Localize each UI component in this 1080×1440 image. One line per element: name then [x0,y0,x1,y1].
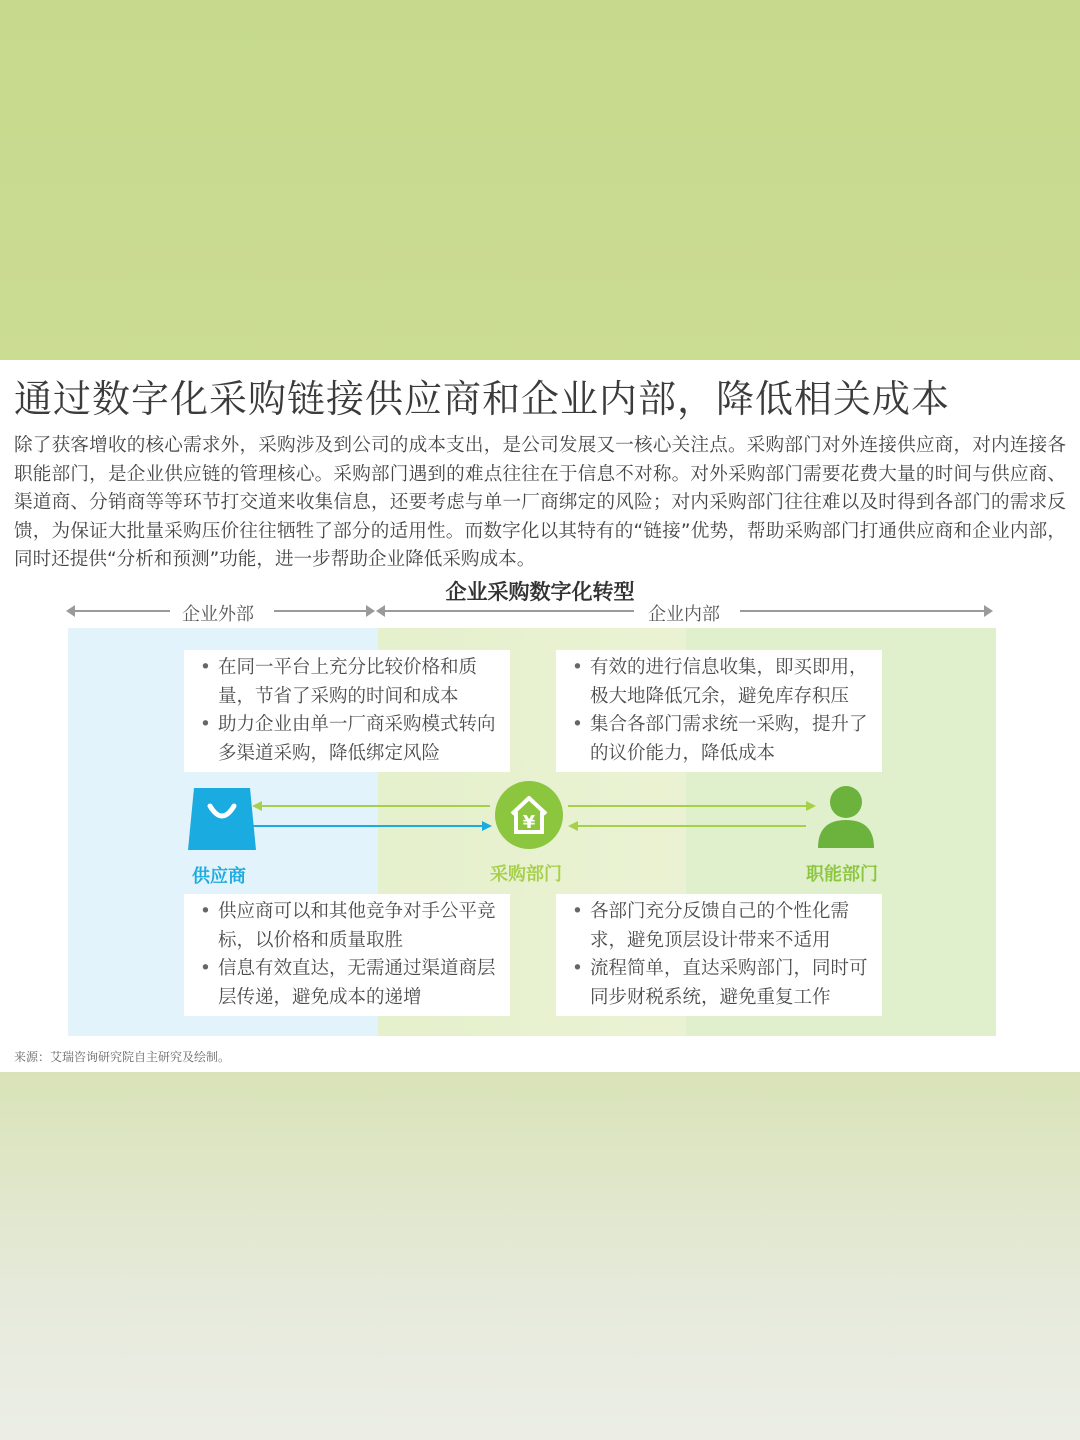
card-bullet: • 有效的进行信息收集，即买即用，极大地降低冗余，避免库存积压 [572,654,870,711]
card-bullet: • 流程简单，直达采购部门，同时可同步财税系统，避免重复工作 [572,955,870,1012]
card-bottom-left [184,894,510,1016]
card-top-left [184,650,510,772]
arrowhead [568,821,578,831]
supplier-label: 供应商 [192,866,246,887]
svg-text:¥: ¥ [522,812,536,833]
external-arrow-right-line [274,610,366,612]
card-bullet: • 供应商可以和其他竞争对手公平竞标，以价格和质量取胜 [200,898,498,955]
body-paragraph: 除了获客增收的核心需求外，采购涉及到公司的成本支出，是公司发展又一核心关注点。采购部门对外连接供应商，对内连接各职能部门，是企业供应链的管理核心。采购部门遇到的难点往往在于信息不对称。对外采购部门需要花费大量的时间与供应商、渠道商、分销商等等环节打交道来收集信息，还要考虑与单一厂商绑定的风险；对内采购部门往往难以及时得到各部门的需求反馈，为保证大批量采购压价往往牺牲了部分的适用性。而数字化以其特有的“链接”优势，帮助采购部门打通供应商和企业内部，同时还提供“分析和预测”功能，进一步帮助企业降低采购成本。 [14,435,1066,570]
page-title: 通过数字化采购链接供应商和企业内部，降低相关成本 [14,377,951,421]
procurement-label: 采购部门 [490,864,562,885]
bottom-background-band [0,1072,1080,1440]
card-top-right [556,650,882,772]
card-bullet: • 各部门充分反馈自己的个性化需求，避免顶层设计带来不适用 [572,898,870,955]
person-icon [814,784,878,850]
procurement-yuan-house-icon [494,780,564,850]
arrow-mid-right-head [366,605,375,617]
arrowhead [482,821,492,831]
figure-title: 企业采购数字化转型 [445,580,635,604]
external-scope-label: 企业外部 [182,604,254,625]
internal-arrow-left-line [384,610,634,612]
top-background-band [0,0,1080,360]
card-bullet: • 助力企业由单一厂商采购模式转向多渠道采购，降低绑定风险 [200,711,498,768]
external-arrow-left-line [74,610,170,612]
functional-dept-label: 职能部门 [806,864,878,885]
internal-arrow-right-line [740,610,986,612]
arrow-right-head [984,605,993,617]
internal-scope-label: 企业内部 [648,604,720,625]
card-bullet: • 信息有效直达，无需通过渠道商层层传递，避免成本的递增 [200,955,498,1012]
document-content [0,360,1080,1072]
source-note: 来源：艾瑞咨询研究院自主研究及绘制。 [14,1050,231,1064]
card-bullet: • 集合各部门需求统一采购，提升了的议价能力，降低成本 [572,711,870,768]
card-bottom-right [556,894,882,1016]
shopping-bag-icon [186,786,258,852]
card-bullet: • 在同一平台上充分比较价格和质量，节省了采购的时间和成本 [200,654,498,711]
